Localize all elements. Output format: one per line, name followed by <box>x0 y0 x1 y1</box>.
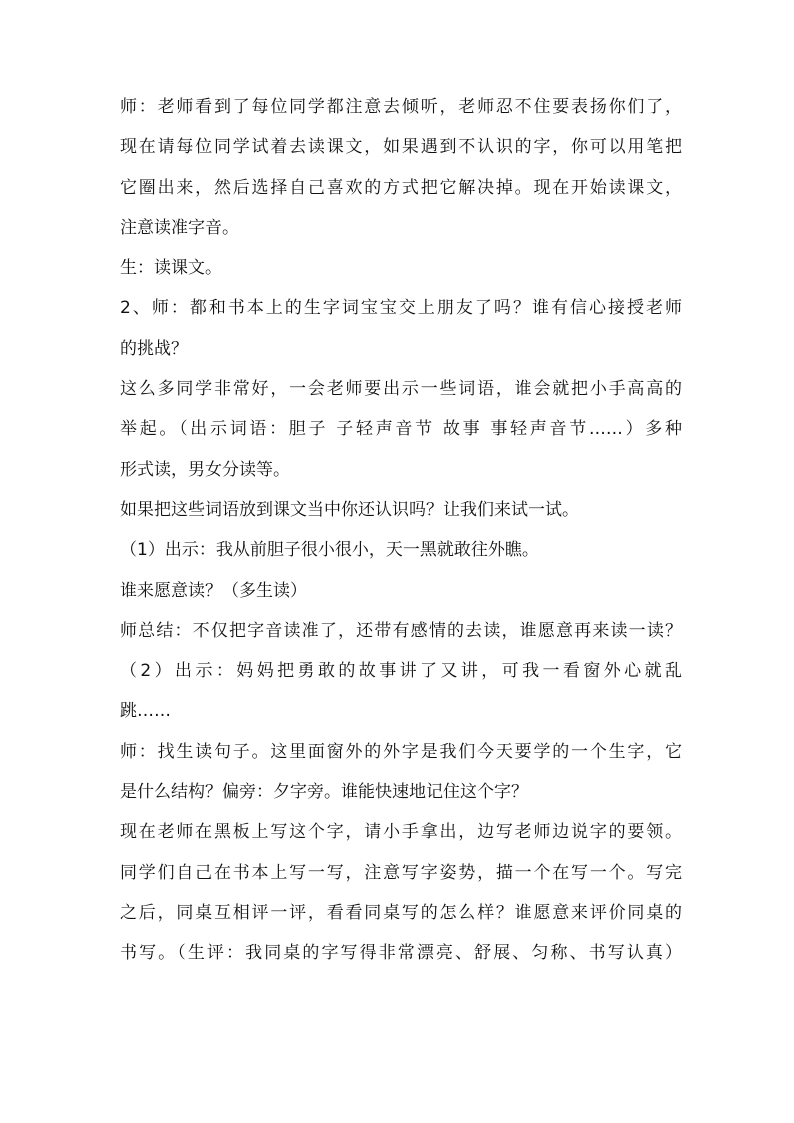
document-page <box>120 95 682 982</box>
text-line-18: 是什么结构？偏旁：夕字旁。谁能快速地记住这个字？ <box>120 782 528 803</box>
text-line-3: 它圈出来，然后选择自己喜欢的方式把它解决掉。现在开始读课文， <box>120 177 682 198</box>
text-line-4: 注意读准字音。 <box>120 217 239 238</box>
text-line-21: 之后，同桌互相评一评，看看同桌写的怎么样？谁愿意来评价同桌的 <box>120 902 682 923</box>
text-line-20: 同学们自己在书本上写一写，注意写字姿势，描一个在写一个。写完 <box>120 862 682 883</box>
text-line-13: 谁来愿意读？（多生读） <box>120 580 307 601</box>
text-line-2: 现在请每位同学试着去读课文，如果遇到不认识的字，你可以用笔把 <box>120 137 682 158</box>
text-line-10: 形式读，男女分读等。 <box>120 459 290 480</box>
text-line-14: 师总结：不仅把字音读准了，还带有感情的去读，谁愿意再来读一读？ <box>120 620 682 641</box>
text-line-17: 师：找生读句子。这里面窗外的外字是我们今天要学的一个生字，它 <box>120 741 682 762</box>
text-line-19: 现在老师在黑板上写这个字，请小手拿出，边写老师边说字的要领。 <box>120 822 682 843</box>
text-line-11: 如果把这些词语放到课文当中你还认识吗？让我们来试一试。 <box>120 499 579 520</box>
text-line-15: （2）出示：妈妈把勇敢的故事讲了又讲，可我一看窗外心就乱 <box>120 661 682 682</box>
text-line-22: 书写。（生评：我同桌的字写得非常漂亮、舒展、匀称、书写认真） <box>120 943 682 964</box>
text-line-8: 这么多同学非常好，一会老师要出示一些词语，谁会就把小手高高的 <box>120 379 682 400</box>
text-line-7: 的挑战？ <box>120 338 188 359</box>
text-line-16: 跳…… <box>120 701 171 722</box>
text-line-9: 举起。（出示词语：胆子 子轻声音节 故事 事轻声音节……）多种 <box>120 419 682 440</box>
text-line-5: 生：读课文。 <box>120 258 222 279</box>
text-line-1: 师：老师看到了每位同学都注意去倾听，老师忍不住要表扬你们了， <box>120 97 682 117</box>
text-line-6: 2、师：都和书本上的生字词宝宝交上朋友了吗？谁有信心接授老师 <box>120 298 682 319</box>
text-line-12: （1）出示：我从前胆子很小很小，天一黑就敢往外瞧。 <box>120 540 539 561</box>
